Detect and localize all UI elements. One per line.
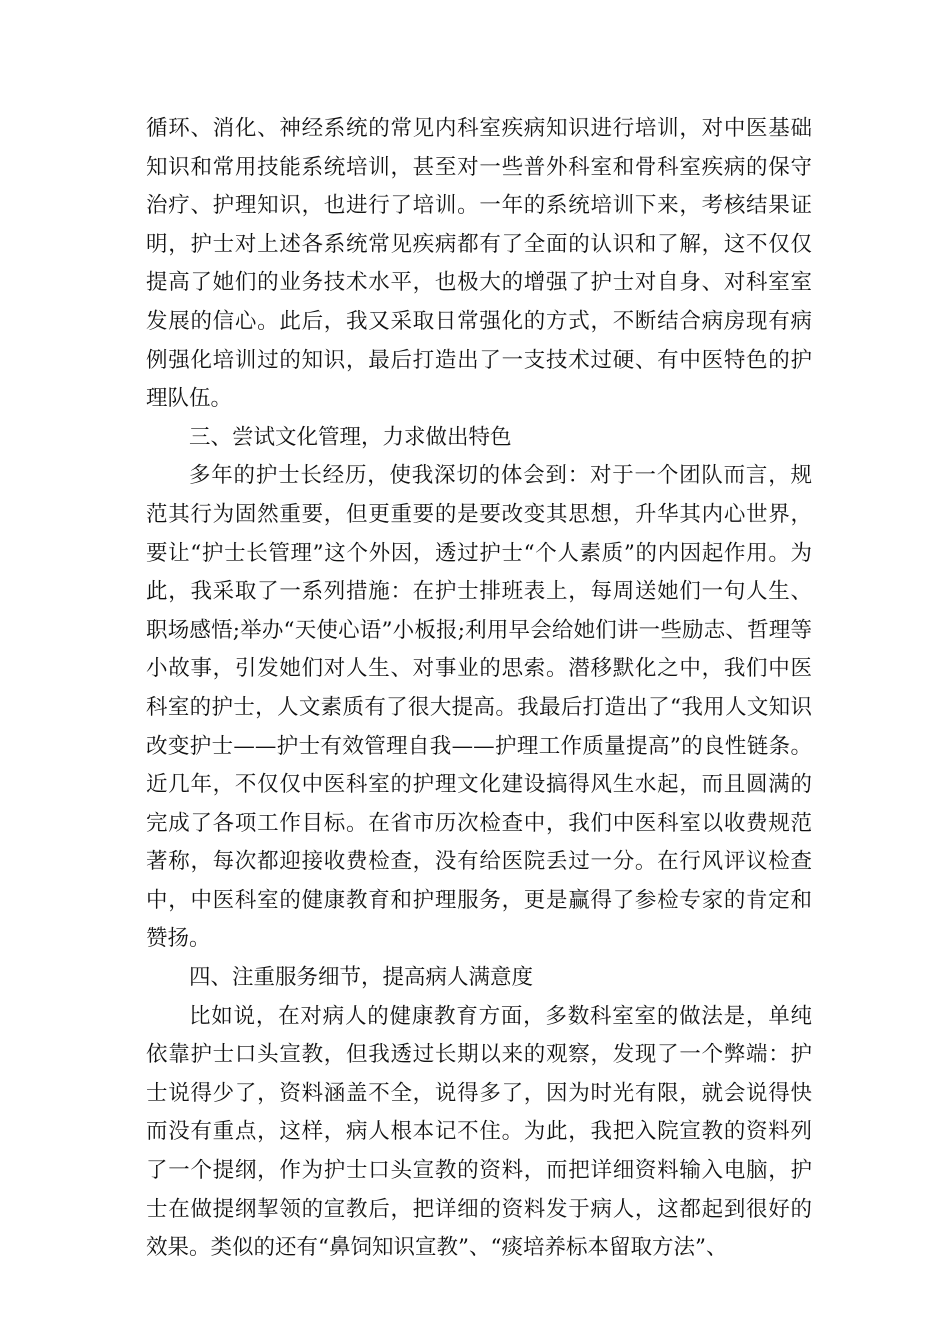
paragraph-training-continuation: 循环、消化、神经系统的常见内科室疾病知识进行培训，对中医基础知识和常用技能系统培训，甚至对一些普外科室和骨科室疾病的保守治疗、护理知识，也进行了培训。一年的系统培训下来，考核结果证明，护士对上述各系统常见疾病都有了全面的认识和了解，这不仅仅提高了她们的业务技术水平，也极大的增强了护士对自身、对科室室发展的信心。此后，我又采取日常强化的方式，不断结合病房现有病例强化培训过的知识，最后打造出了一支技术过硬、有中医特色的护理队伍。 [146, 116, 812, 412]
section-heading-culture-management: 三、尝试文化管理，力求做出特色 [189, 424, 512, 450]
section-heading-service-details: 四、注重服务细节，提高病人满意度 [189, 965, 534, 991]
paragraph-culture-management: 多年的护士长经历，使我深切的体会到：对于一个团队而言，规范其行为固然重要，但更重要的是要改变其思想，升华其内心世界，要让“护士长管理”这个外因，透过护士“个人素质”的内因起作用。为此，我采取了一系列措施：在护士排班表上，每周送她们一句人生、职场感悟;举办“天使心语”小板报;利用早会给她们讲一些励志、哲理等小故事，引发她们对人生、对事业的思索。潜移默化之中，我们中医科室的护士，人文素质有了很大提高。我最后打造出了“我用人文知识改变护士——护士有效管理自我——护理工作质量提高”的良性链条。近几年，不仅仅中医科室的护理文化建设搞得风生水起，而且圆满的完成了各项工作目标。在省市历次检查中，我们中医科室以收费规范著称，每次都迎接收费检查，没有给医院丢过一分。在行风评议检查中，中医科室的健康教育和护理服务，更是赢得了参检专家的肯定和赞扬。 [146, 463, 812, 952]
paragraph-service-details: 比如说，在对病人的健康教育方面，多数科室室的做法是，单纯依靠护士口头宣教，但我透过长期以来的观察，发现了一个弊端：护士说得少了，资料涵盖不全，说得多了，因为时光有限，就会说得快而没有重点，这样，病人根本记不住。为此，我把入院宣教的资料列了一个提纲，作为护士口头宣教的资料，而把详细资料输入电脑，护士在做提纲挈领的宣教后，把详细的资料发于病人，这都起到很好的效果。类似的还有“鼻饲知识宣教”、“痰培养标本留取方法”、 [146, 1003, 812, 1261]
document-page [146, 110, 812, 1268]
